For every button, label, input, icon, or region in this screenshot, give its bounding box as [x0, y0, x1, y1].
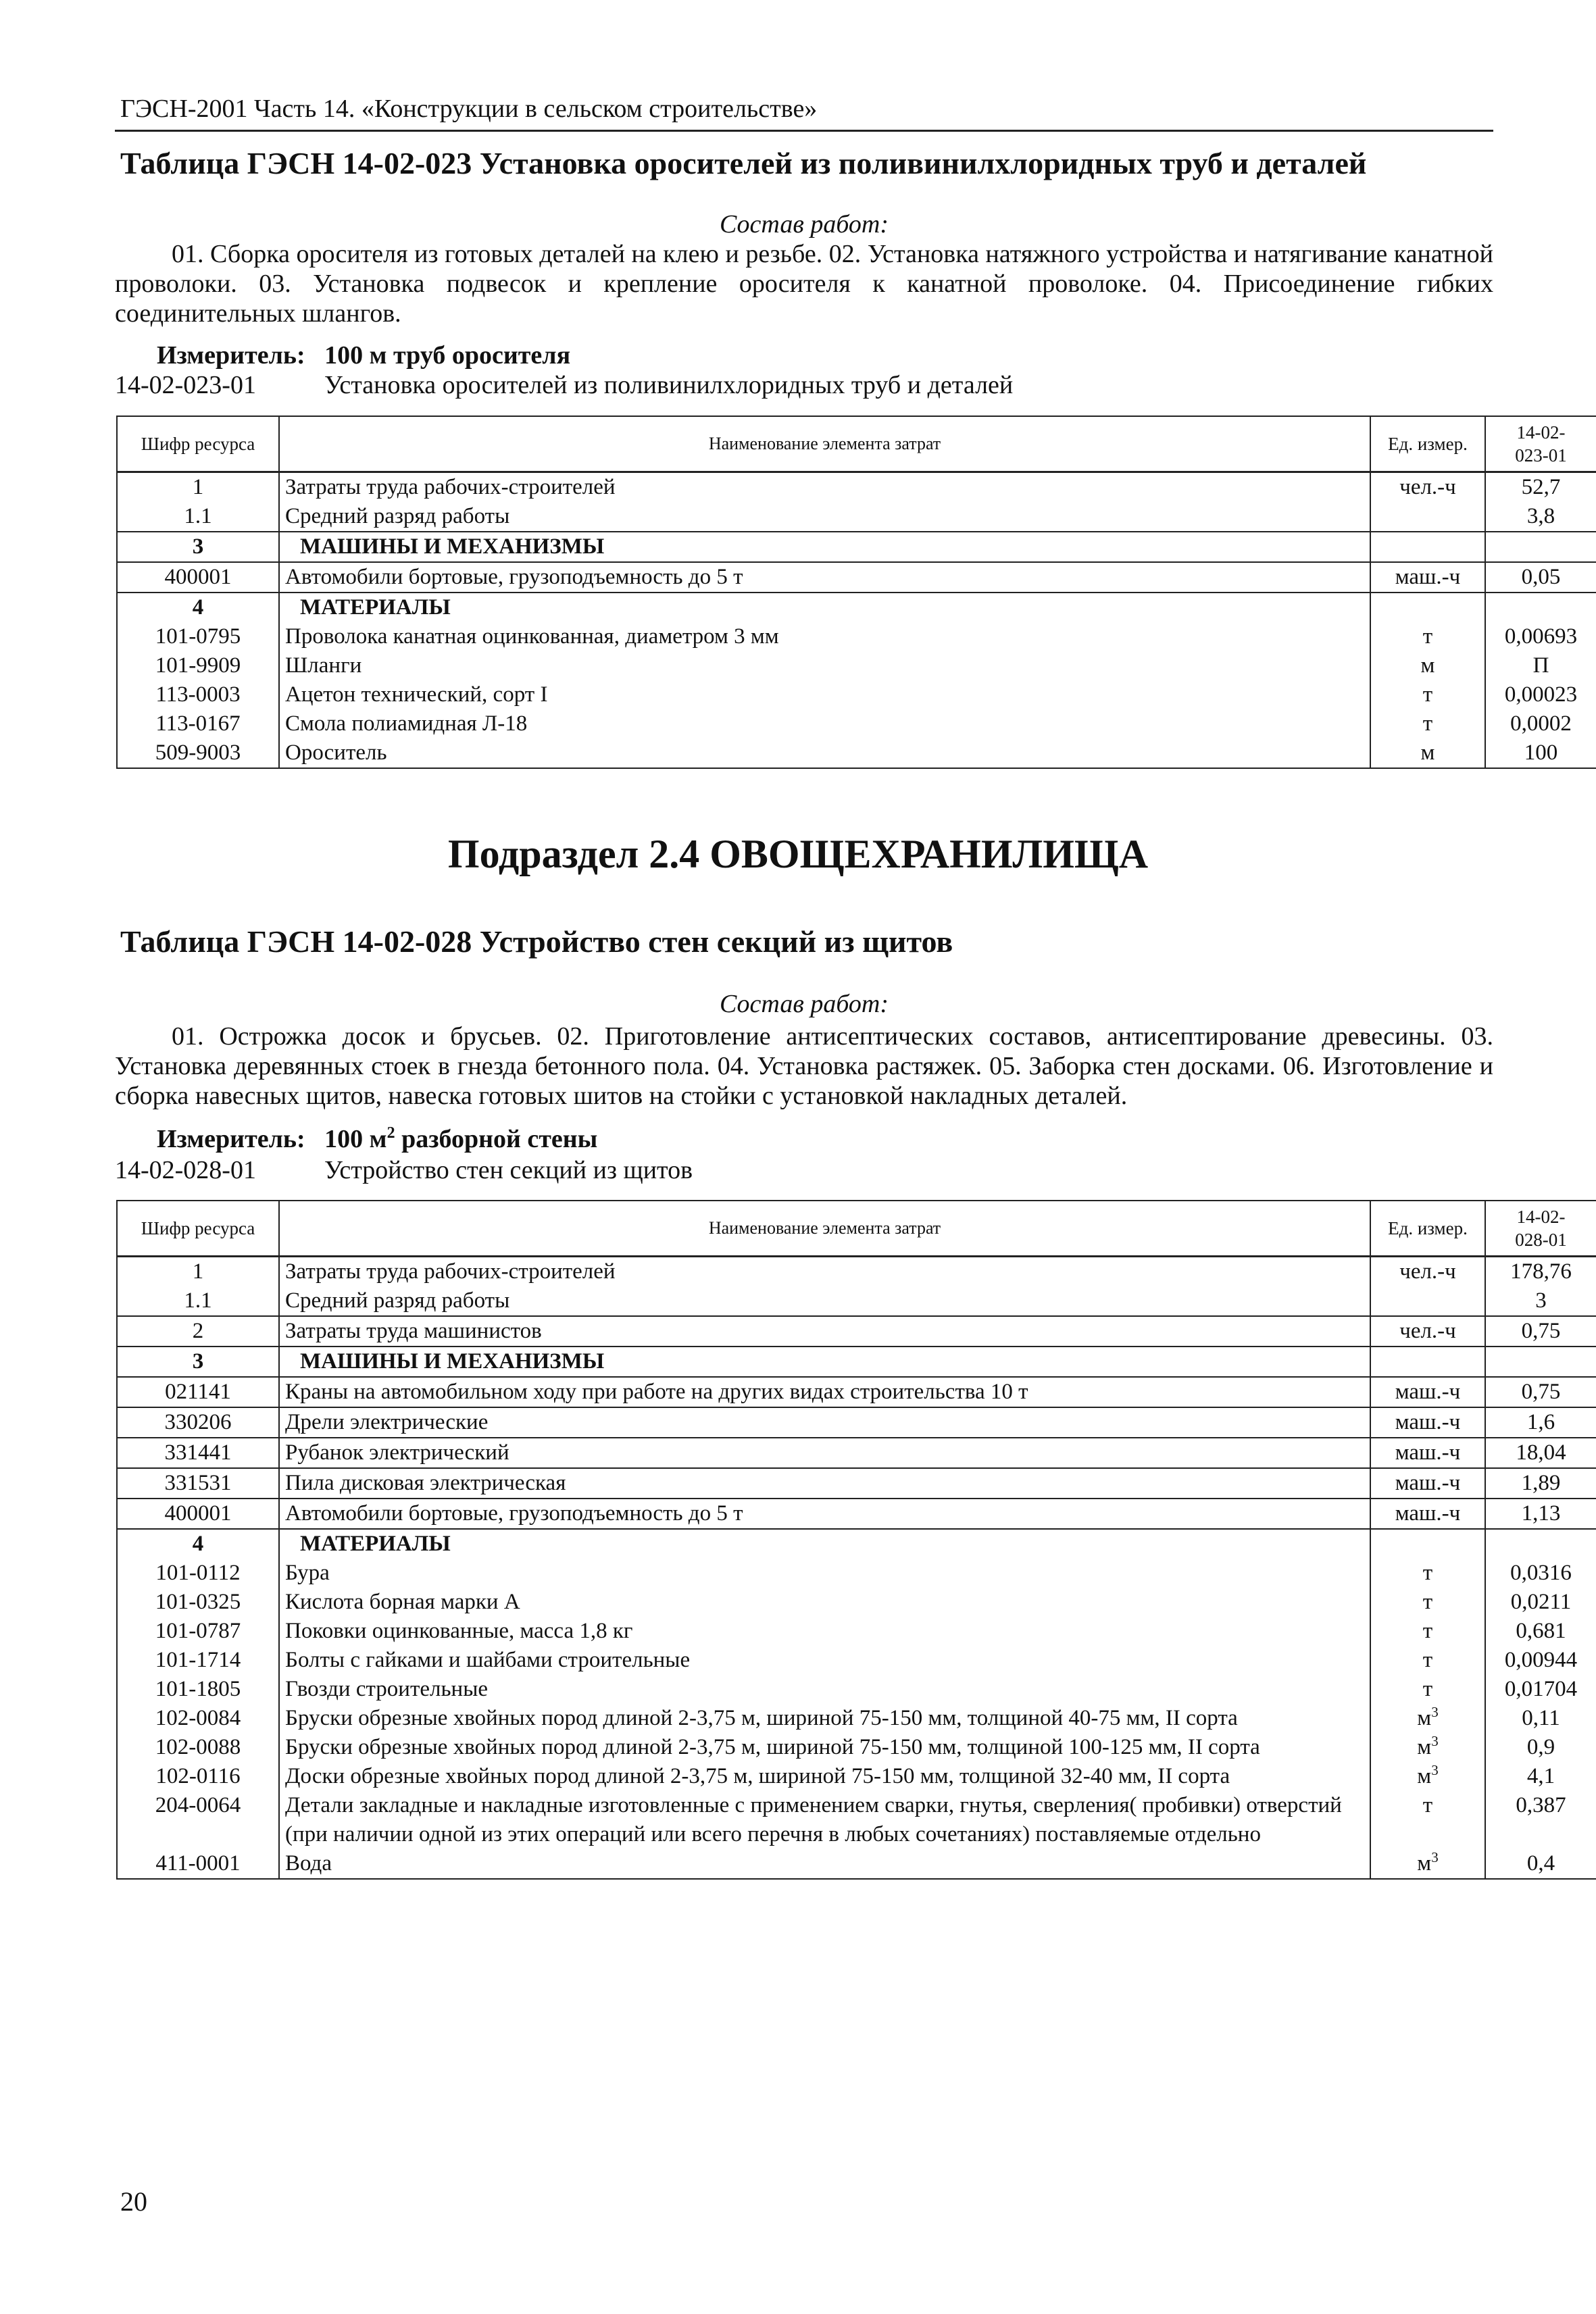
table2-meter — [157, 1124, 597, 1154]
cell-unit: маш.-ч — [1370, 1407, 1485, 1438]
cell-name: Шланги — [279, 651, 1370, 680]
cell-unit — [1370, 1347, 1485, 1377]
running-header: ГЭСН-2001 Часть 14. «Конструкции в сельском строительстве» — [120, 95, 818, 123]
cell-name: Смола полиамидная Л-18 — [279, 709, 1370, 738]
table-row — [117, 622, 1596, 651]
cell-value: 1,13 — [1485, 1499, 1596, 1529]
unit-superscript: 3 — [1431, 1761, 1439, 1778]
cell-value: 0,4 — [1485, 1849, 1596, 1879]
cell-unit: м — [1370, 651, 1485, 680]
cell-value: 0,00693 — [1485, 622, 1596, 651]
cell-value: 3,8 — [1485, 502, 1596, 532]
cell-value — [1485, 532, 1596, 562]
cell-name: Средний разряд работы — [279, 1286, 1370, 1316]
cell-unit — [1370, 532, 1485, 562]
cell-value: 0,05 — [1485, 562, 1596, 593]
cell-value: 0,9 — [1485, 1733, 1596, 1762]
table1-meter-value: 100 м труб оросителя — [324, 341, 571, 370]
table-row — [117, 1529, 1596, 1559]
cell-name: Проволока канатная оцинкованная, диаметром 3 мм — [279, 622, 1370, 651]
table1-norm-name: Установка оросителей из поливинилхлоридных труб и деталей — [324, 371, 1014, 399]
cell-unit: т — [1370, 680, 1485, 709]
cell-unit: чел.-ч — [1370, 472, 1485, 502]
table-row — [117, 651, 1596, 680]
table1-col-unit: Ед. измер. — [1370, 416, 1485, 472]
table2-meter-value-post: разборной стены — [395, 1125, 598, 1153]
cell-value: 100 — [1485, 738, 1596, 768]
table-row — [117, 1559, 1596, 1588]
table-row — [117, 1791, 1596, 1849]
cell-code: 101-0112 — [117, 1559, 279, 1588]
table2-col-code: Шифр ресурса — [117, 1201, 279, 1256]
cell-code: 021141 — [117, 1377, 279, 1407]
cell-name: Средний разряд работы — [279, 502, 1370, 532]
table1-norm-line — [115, 370, 1013, 400]
table2-col-value: 14-02- 028-01 — [1485, 1201, 1596, 1256]
cell-code: 330206 — [117, 1407, 279, 1438]
cell-value: 0,75 — [1485, 1316, 1596, 1347]
cell-code: 1.1 — [117, 1286, 279, 1316]
cell-unit: т — [1370, 1646, 1485, 1675]
cell-name: Автомобили бортовые, грузоподъемность до 5 т — [279, 562, 1370, 593]
cell-code: 101-1714 — [117, 1646, 279, 1675]
cell-unit: чел.-ч — [1370, 1256, 1485, 1286]
unit-superscript: 3 — [1431, 1703, 1439, 1720]
cell-code: 101-0325 — [117, 1588, 279, 1617]
cell-code: 102-0088 — [117, 1733, 279, 1762]
cell-code: 3 — [117, 532, 279, 562]
cell-name: Бруски обрезные хвойных пород длиной 2-3,75 м, шириной 75-150 мм, толщиной 40-75 мм, II сорта — [279, 1704, 1370, 1733]
table-row — [117, 1407, 1596, 1438]
cell-code: 204-0064 — [117, 1791, 279, 1849]
cell-name: Бура — [279, 1559, 1370, 1588]
cell-value: 52,7 — [1485, 472, 1596, 502]
table1-title: Таблица ГЭСН 14-02-023 Установка оросителей из поливинилхлоридных труб и деталей — [120, 146, 1367, 180]
header-rule — [115, 130, 1493, 132]
cell-name: Бруски обрезные хвойных пород длиной 2-3,75 м, шириной 75-150 мм, толщиной 100-125 мм, II сорта — [279, 1733, 1370, 1762]
cell-name: Затраты труда рабочих-строителей — [279, 1256, 1370, 1286]
table1-norm-code: 14-02-023-01 — [115, 371, 256, 399]
cell-name: Ороситель — [279, 738, 1370, 768]
table1-meter — [157, 341, 570, 370]
cell-unit: т — [1370, 1675, 1485, 1704]
table-row — [117, 709, 1596, 738]
cell-unit: т — [1370, 1791, 1485, 1849]
table2-resources — [116, 1200, 1596, 1880]
cell-value — [1485, 1347, 1596, 1377]
cell-value: 1,6 — [1485, 1407, 1596, 1438]
cell-name: МАШИНЫ И МЕХАНИЗМЫ — [279, 1347, 1370, 1377]
cell-code: 4 — [117, 593, 279, 622]
cell-value: 0,387 — [1485, 1791, 1596, 1849]
cell-code: 101-0787 — [117, 1617, 279, 1646]
unit-superscript: 3 — [1431, 1732, 1439, 1749]
table-row — [117, 1256, 1596, 1286]
cell-code: 331441 — [117, 1438, 279, 1468]
table1-body — [117, 472, 1596, 768]
table-row — [117, 1347, 1596, 1377]
cell-name: Краны на автомобильном ходу при работе на других видах строительства 10 т — [279, 1377, 1370, 1407]
table-row — [117, 1849, 1596, 1879]
table1-sostav-label: Состав работ: — [719, 210, 889, 238]
cell-name: Поковки оцинкованные, масса 1,8 кг — [279, 1617, 1370, 1646]
cell-code: 101-9909 — [117, 651, 279, 680]
cell-code: 102-0116 — [117, 1762, 279, 1791]
table-row — [117, 472, 1596, 502]
cell-name: МАТЕРИАЛЫ — [279, 593, 1370, 622]
cell-unit: маш.-ч — [1370, 562, 1485, 593]
table1-col-name: Наименование элемента затрат — [279, 416, 1370, 472]
cell-name: Пила дисковая электрическая — [279, 1468, 1370, 1499]
cell-value: 0,01704 — [1485, 1675, 1596, 1704]
cell-code: 113-0167 — [117, 709, 279, 738]
table1-meter-label: Измеритель: — [157, 341, 305, 370]
cell-value: 0,11 — [1485, 1704, 1596, 1733]
cell-code: 509-9003 — [117, 738, 279, 768]
cell-name: Доски обрезные хвойных пород длиной 2-3,75 м, шириной 75-150 мм, толщиной 32-40 мм, II сорта — [279, 1762, 1370, 1791]
table-row — [117, 562, 1596, 593]
cell-name: Ацетон технический, сорт I — [279, 680, 1370, 709]
table2-description: 01. Острожка досок и брусьев. 02. Приготовление антисептических составов, антисептирование древесины. 03. Установка деревянных стоек в гнезда бетонного пола. 04. Установка растяжек. 05. Заборка стен досками. 06. Изготовление и сборка навесных щитов, навеска готовых шитов на стойки с установкой накладных деталей. — [115, 1022, 1493, 1110]
cell-name: МАШИНЫ И МЕХАНИЗМЫ — [279, 532, 1370, 562]
cell-unit — [1370, 1529, 1485, 1559]
cell-unit — [1370, 593, 1485, 622]
table-row — [117, 1646, 1596, 1675]
cell-value: 0,0002 — [1485, 709, 1596, 738]
cell-unit: т — [1370, 1588, 1485, 1617]
cell-unit: $м^3$ — [1370, 1849, 1485, 1879]
table2-norm-line — [115, 1155, 693, 1185]
cell-value: 0,75 — [1485, 1377, 1596, 1407]
cell-name: Рубанок электрический — [279, 1438, 1370, 1468]
cell-unit: м — [1370, 738, 1485, 768]
table-row — [117, 680, 1596, 709]
cell-value — [1485, 1529, 1596, 1559]
cell-code: 1.1 — [117, 502, 279, 532]
cell-code: 3 — [117, 1347, 279, 1377]
unit-superscript: 3 — [1431, 1848, 1439, 1865]
table2-title: Таблица ГЭСН 14-02-028 Устройство стен секций из щитов — [120, 924, 953, 959]
table1-resources — [116, 416, 1596, 769]
cell-code: 331531 — [117, 1468, 279, 1499]
cell-name: Детали закладные и накладные изготовленные с применением сварки, гнутья, сверления( пробивки) отверстий (при наличии одной из этих операций или всего перечня в любых сочетаниях) поставляемые отдельно — [279, 1791, 1370, 1849]
cell-unit: маш.-ч — [1370, 1468, 1485, 1499]
table2-col-name: Наименование элемента затрат — [279, 1201, 1370, 1256]
cell-unit: $м^3$ — [1370, 1733, 1485, 1762]
table-row — [117, 1316, 1596, 1347]
table-row — [117, 1762, 1596, 1791]
cell-code: 411-0001 — [117, 1849, 279, 1879]
cell-value: 0,00944 — [1485, 1646, 1596, 1675]
table-row — [117, 1286, 1596, 1316]
cell-name: Автомобили бортовые, грузоподъемность до 5 т — [279, 1499, 1370, 1529]
cell-value: П — [1485, 651, 1596, 680]
table-row — [117, 1499, 1596, 1529]
table-row — [117, 738, 1596, 768]
table-row — [117, 1438, 1596, 1468]
table2-col-unit: Ед. измер. — [1370, 1201, 1485, 1256]
cell-unit: маш.-ч — [1370, 1438, 1485, 1468]
cell-value: 3 — [1485, 1286, 1596, 1316]
cell-code: 4 — [117, 1529, 279, 1559]
section-title: Подраздел 2.4 ОВОЩЕХРАНИЛИЩА — [447, 832, 1149, 876]
cell-code: 113-0003 — [117, 680, 279, 709]
table2-meter-value: 100 м — [324, 1125, 387, 1153]
cell-code: 400001 — [117, 1499, 279, 1529]
cell-value: 18,04 — [1485, 1438, 1596, 1468]
cell-name: Гвозди строительные — [279, 1675, 1370, 1704]
table1-col-value: 14-02- 023-01 — [1485, 416, 1596, 472]
cell-value: 4,1 — [1485, 1762, 1596, 1791]
page-number: 20 — [120, 2186, 147, 2217]
table-row — [117, 532, 1596, 562]
cell-value: 0,0316 — [1485, 1559, 1596, 1588]
cell-value: 0,681 — [1485, 1617, 1596, 1646]
cell-value: 1,89 — [1485, 1468, 1596, 1499]
cell-unit: $м^3$ — [1370, 1704, 1485, 1733]
table2-sostav-label: Состав работ: — [719, 990, 889, 1018]
cell-value: 0,0211 — [1485, 1588, 1596, 1617]
cell-code: 2 — [117, 1316, 279, 1347]
table-row — [117, 502, 1596, 532]
cell-name: Затраты труда машинистов — [279, 1316, 1370, 1347]
cell-code: 1 — [117, 472, 279, 502]
cell-unit: чел.-ч — [1370, 1316, 1485, 1347]
table-row — [117, 1675, 1596, 1704]
table-row — [117, 1704, 1596, 1733]
cell-name: МАТЕРИАЛЫ — [279, 1529, 1370, 1559]
table-row — [117, 1588, 1596, 1617]
table-row — [117, 593, 1596, 622]
cell-unit: $м^3$ — [1370, 1762, 1485, 1791]
cell-unit — [1370, 1286, 1485, 1316]
table2-body — [117, 1256, 1596, 1879]
table-row — [117, 1617, 1596, 1646]
cell-unit: т — [1370, 709, 1485, 738]
cell-unit: т — [1370, 1617, 1485, 1646]
cell-code: 101-1805 — [117, 1675, 279, 1704]
table2-meter-label: Измеритель: — [157, 1125, 305, 1153]
cell-name: Затраты труда рабочих-строителей — [279, 472, 1370, 502]
cell-code: 102-0084 — [117, 1704, 279, 1733]
cell-unit: маш.-ч — [1370, 1499, 1485, 1529]
table2-norm-code: 14-02-028-01 — [115, 1156, 256, 1184]
cell-name: Болты с гайками и шайбами строительные — [279, 1646, 1370, 1675]
cell-unit — [1370, 502, 1485, 532]
cell-code: 101-0795 — [117, 622, 279, 651]
cell-name: Кислота борная марки А — [279, 1588, 1370, 1617]
table2-norm-name: Устройство стен секций из щитов — [324, 1156, 693, 1184]
cell-unit: маш.-ч — [1370, 1377, 1485, 1407]
cell-value — [1485, 593, 1596, 622]
cell-unit: т — [1370, 1559, 1485, 1588]
cell-code: 1 — [117, 1256, 279, 1286]
table-row — [117, 1377, 1596, 1407]
table1-description: 01. Сборка оросителя из готовых деталей на клею и резьбе. 02. Установка натяжного устройства и натягивание канатной проволоки. 03. Установка подвесок и крепление оросителя к канатной проволоке. 04. Присоединение гибких соединительных шлангов. — [115, 240, 1493, 328]
cell-value: 178,76 — [1485, 1256, 1596, 1286]
table-row — [117, 1733, 1596, 1762]
cell-name: Вода — [279, 1849, 1370, 1879]
table1-col-code: Шифр ресурса — [117, 416, 279, 472]
cell-name: Дрели электрические — [279, 1407, 1370, 1438]
cell-value: 0,00023 — [1485, 680, 1596, 709]
cell-unit: т — [1370, 622, 1485, 651]
table-row — [117, 1468, 1596, 1499]
table2-meter-sup: 2 — [386, 1124, 395, 1142]
cell-code: 400001 — [117, 562, 279, 593]
